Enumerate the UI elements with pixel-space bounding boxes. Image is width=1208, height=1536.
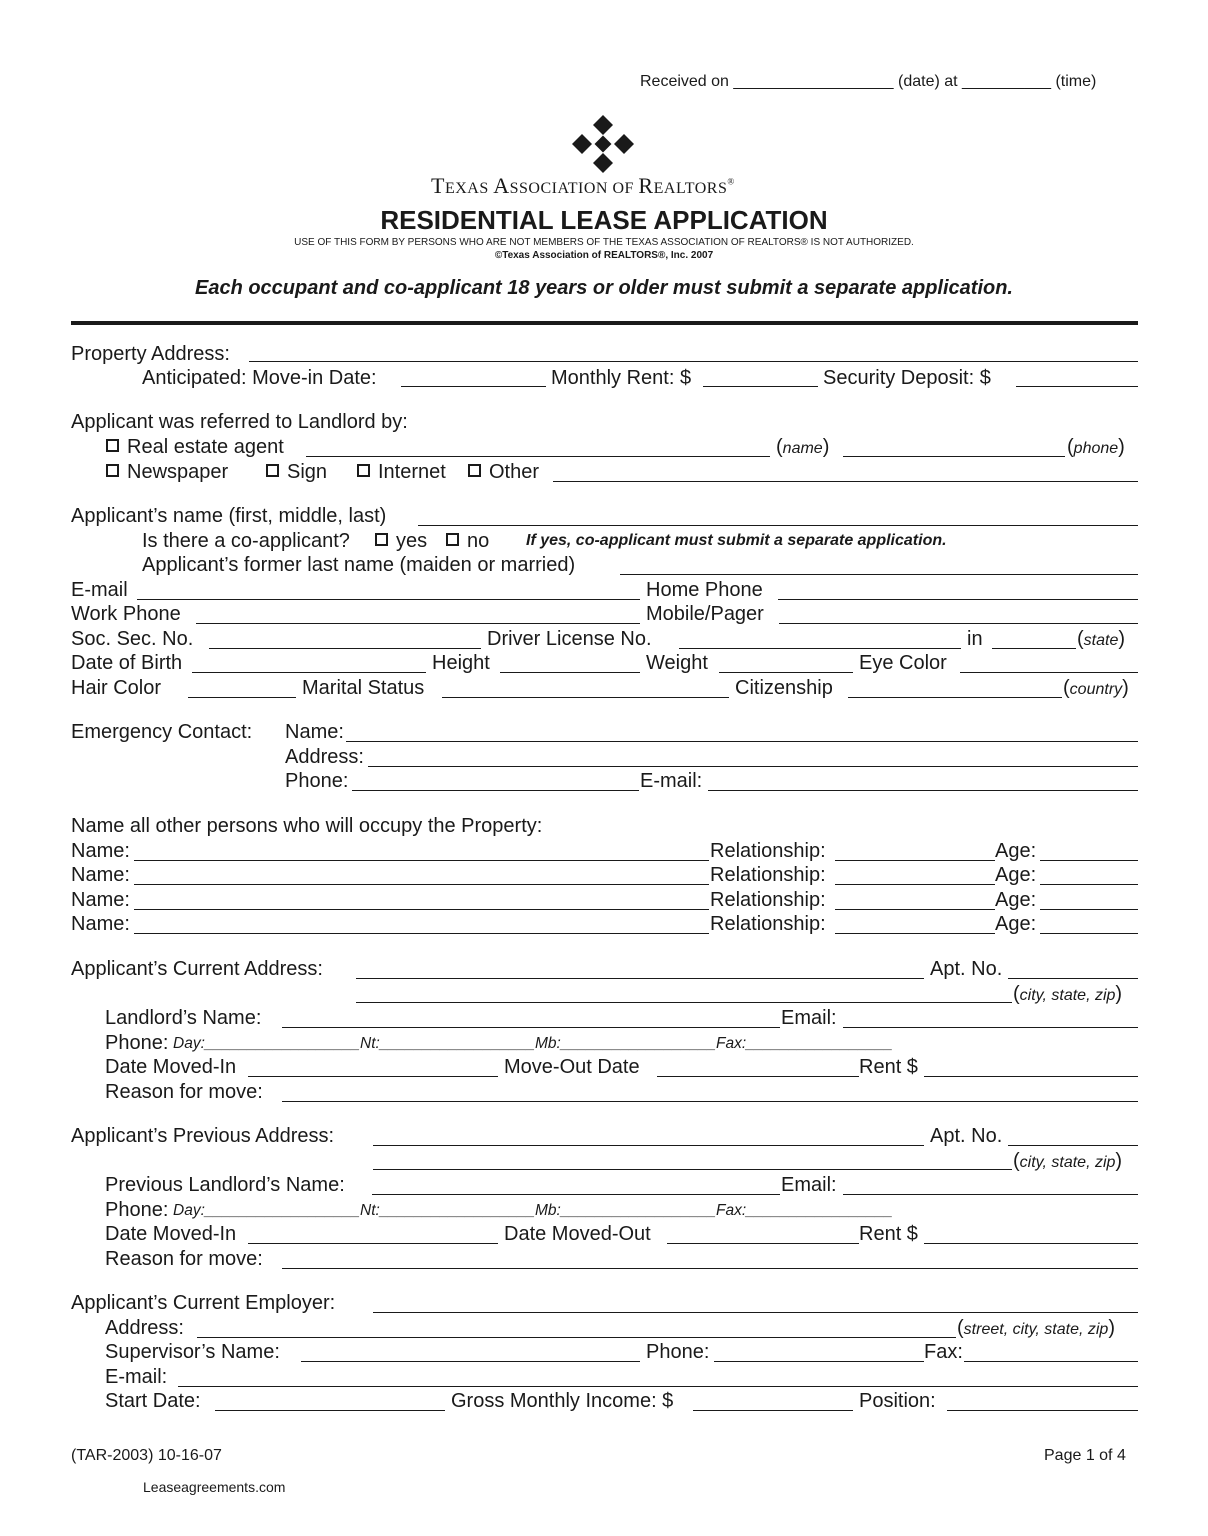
ssn-field[interactable] <box>209 648 481 649</box>
occupant-name-field[interactable] <box>134 933 709 934</box>
previous-landlord-email-field[interactable] <box>843 1194 1138 1195</box>
occupant-age-field[interactable] <box>1040 909 1138 910</box>
monthly-rent-field[interactable] <box>703 386 818 387</box>
supervisor-field[interactable] <box>301 1361 640 1362</box>
coapplicant-no-option[interactable]: no <box>446 529 489 553</box>
occupant-age-label: Age: <box>995 913 1037 935</box>
form-id: (TAR-2003) 10-16-07 <box>71 1447 222 1464</box>
landlord-name-field[interactable] <box>282 1027 780 1028</box>
security-deposit-field[interactable] <box>1016 386 1138 387</box>
start-date-label: Start Date: <box>105 1390 201 1412</box>
employer-label: Applicant’s Current Employer: <box>71 1292 336 1314</box>
emergency-name-field[interactable] <box>346 741 1138 742</box>
dob-label: Date of Birth <box>71 652 183 674</box>
eye-color-label: Eye Color <box>859 652 947 674</box>
sign-option[interactable]: Sign <box>266 460 327 484</box>
previous-address-field[interactable] <box>373 1145 924 1146</box>
previous-csz-field[interactable] <box>373 1169 1012 1170</box>
previous-rent-label: Rent $ <box>859 1223 918 1245</box>
checkbox-icon[interactable] <box>106 464 119 477</box>
hair-color-field[interactable] <box>188 697 296 698</box>
previous-address-label: Applicant’s Previous Address: <box>71 1125 335 1147</box>
emergency-phone-label: Phone: <box>285 770 349 792</box>
marital-status-label: Marital Status <box>302 677 425 699</box>
reason-label: Reason for move: <box>105 1081 263 1103</box>
employer-phone-label: Phone: <box>646 1341 710 1363</box>
current-address-field[interactable] <box>356 978 924 979</box>
occupant-name-label: Name: <box>71 913 130 935</box>
position-label: Position: <box>859 1390 936 1412</box>
email-label: E-mail <box>71 579 128 601</box>
name-hint: (name) <box>776 436 830 458</box>
position-field[interactable] <box>947 1410 1138 1411</box>
copyright: ©Texas Association of REALTORS®, Inc. 2007 <box>494 250 714 261</box>
emergency-phone-field[interactable] <box>352 790 639 791</box>
landlord-name-label: Landlord’s Name: <box>105 1007 262 1029</box>
income-label: Gross Monthly Income: $ <box>451 1390 674 1412</box>
other-field[interactable] <box>553 481 1138 482</box>
income-field[interactable] <box>693 1410 853 1411</box>
occupant-relationship-label: Relationship: <box>710 840 826 862</box>
occupant-age-label: Age: <box>995 840 1037 862</box>
previous-landlord-email-label: Email: <box>781 1174 837 1196</box>
internet-option[interactable]: Internet <box>357 460 446 484</box>
previous-csz-hint: (city, state, zip) <box>1013 1150 1123 1172</box>
current-apt-field[interactable] <box>1008 978 1138 979</box>
landlord-email-label: Email: <box>781 1007 837 1029</box>
previous-apt-label: Apt. No. <box>930 1125 1003 1147</box>
occupant-age-label: Age: <box>995 864 1037 886</box>
marital-status-field[interactable] <box>442 697 729 698</box>
form-title: RESIDENTIAL LEASE APPLICATION <box>380 205 828 235</box>
real-estate-agent-option[interactable]: Real estate agent <box>106 435 284 459</box>
citizenship-field[interactable] <box>848 697 1062 698</box>
employer-phone-field[interactable] <box>714 1361 924 1362</box>
occupant-name-field[interactable] <box>134 909 709 910</box>
employer-address-label: Address: <box>105 1317 184 1339</box>
former-name-label: Applicant’s former last name (maiden or married) <box>142 554 576 576</box>
previous-reason-label: Reason for move: <box>105 1248 263 1270</box>
employer-email-field[interactable] <box>178 1386 1138 1387</box>
rent-label: Rent $ <box>859 1056 918 1078</box>
notice: USE OF THIS FORM BY PERSONS WHO ARE NOT MEMBERS OF THE TEXAS ASSOCIATION OF REALTORS® IS NOT AUTHORIZED. <box>294 237 914 248</box>
applicant-name-label: Applicant’s name (first, middle, last) <box>71 505 387 527</box>
checkbox-icon[interactable] <box>468 464 481 477</box>
employer-fax-field[interactable] <box>964 1361 1138 1362</box>
property-address-field[interactable] <box>249 361 1138 362</box>
occupant-name-label: Name: <box>71 840 130 862</box>
phone-hint: (phone) <box>1067 436 1125 458</box>
landlord-email-field[interactable] <box>843 1027 1138 1028</box>
checkbox-icon[interactable] <box>357 464 370 477</box>
occupant-age-field[interactable] <box>1040 933 1138 934</box>
occupant-relationship-field[interactable] <box>835 860 995 861</box>
driver-license-field[interactable] <box>679 648 961 649</box>
emergency-label: Emergency Contact: <box>71 721 253 743</box>
previous-phone-lines[interactable]: Day:__________________Nt:__________________Mb:__________________Fax:_________________ <box>173 1202 893 1219</box>
previous-rent-field[interactable] <box>924 1243 1138 1244</box>
coapplicant-note: If yes, co-applicant must submit a separate application. <box>526 532 947 549</box>
occupant-name-field[interactable] <box>134 860 709 861</box>
height-label: Height <box>432 652 490 674</box>
header-divider <box>71 321 1138 325</box>
citizenship-label: Citizenship <box>735 677 833 699</box>
dob-field[interactable] <box>192 672 426 673</box>
supervisor-label: Supervisor’s Name: <box>105 1341 280 1363</box>
employer-address-hint: (street, city, state, zip) <box>957 1317 1115 1339</box>
mobile-field[interactable] <box>779 623 1138 624</box>
security-deposit-label: Security Deposit: $ <box>823 367 991 389</box>
rent-field[interactable] <box>924 1076 1138 1077</box>
occupant-age-field[interactable] <box>1040 884 1138 885</box>
license-in-label: in <box>967 628 983 650</box>
previous-landlord-label: Previous Landlord’s Name: <box>105 1174 345 1196</box>
occupant-age-field[interactable] <box>1040 860 1138 861</box>
current-csz-field[interactable] <box>356 1002 1012 1003</box>
agent-phone-field[interactable] <box>843 456 1065 457</box>
site-watermark: Leaseagreements.com <box>143 1479 286 1495</box>
current-apt-label: Apt. No. <box>930 958 1003 980</box>
occupant-name-label: Name: <box>71 864 130 886</box>
reason-field[interactable] <box>282 1101 1138 1102</box>
emergency-address-label: Address: <box>285 746 364 768</box>
height-field[interactable] <box>500 672 640 673</box>
referral-label: Applicant was referred to Landlord by: <box>71 411 408 433</box>
previous-moved-in-field[interactable] <box>248 1243 498 1244</box>
coapplicant-label: Is there a co-applicant? <box>142 530 350 552</box>
license-state-field[interactable] <box>992 648 1076 649</box>
checkbox-icon[interactable] <box>375 533 388 546</box>
emergency-name-label: Name: <box>285 721 344 743</box>
other-option[interactable]: Other <box>468 460 539 484</box>
emergency-address-field[interactable] <box>368 766 1138 767</box>
occupant-relationship-label: Relationship: <box>710 913 826 935</box>
work-phone-label: Work Phone <box>71 603 181 625</box>
previous-moved-out-label: Date Moved-Out <box>504 1223 651 1245</box>
mobile-label: Mobile/Pager <box>646 603 764 625</box>
move-out-field[interactable] <box>657 1076 859 1077</box>
state-hint: (state) <box>1077 628 1126 650</box>
coapplicant-yes-option[interactable]: yes <box>375 529 427 553</box>
weight-label: Weight <box>646 652 708 674</box>
occupant-relationship-label: Relationship: <box>710 864 826 886</box>
realtors-logo-icon <box>570 114 636 174</box>
occupant-relationship-field[interactable] <box>835 909 995 910</box>
monthly-rent-label: Monthly Rent: $ <box>551 367 692 389</box>
occupant-relationship-field[interactable] <box>835 933 995 934</box>
previous-phone-label: Phone: <box>105 1199 169 1221</box>
employer-fax-label: Fax: <box>924 1341 963 1363</box>
moved-in-label: Date Moved-In <box>105 1056 237 1078</box>
employer-email-label: E-mail: <box>105 1366 168 1388</box>
weight-field[interactable] <box>719 672 853 673</box>
work-phone-field[interactable] <box>196 623 640 624</box>
move-out-label: Move-Out Date <box>504 1056 640 1078</box>
previous-apt-field[interactable] <box>1008 1145 1138 1146</box>
current-address-label: Applicant’s Current Address: <box>71 958 323 980</box>
received-line: Received on __________________ (date) at __________ (time) <box>640 73 1097 90</box>
landlord-phone-label: Phone: <box>105 1032 169 1054</box>
checkbox-icon[interactable] <box>106 439 119 452</box>
occupant-age-label: Age: <box>995 889 1037 911</box>
occupant-relationship-label: Relationship: <box>710 889 826 911</box>
home-phone-label: Home Phone <box>646 579 763 601</box>
eye-color-field[interactable] <box>960 672 1138 673</box>
start-date-field[interactable] <box>215 1410 445 1411</box>
email-field[interactable] <box>137 599 640 600</box>
country-hint: (country) <box>1063 677 1129 699</box>
move-in-label: Anticipated: Move-in Date: <box>142 367 377 389</box>
property-address-label: Property Address: <box>71 343 230 365</box>
previous-reason-field[interactable] <box>282 1268 1138 1269</box>
previous-moved-out-field[interactable] <box>667 1243 859 1244</box>
landlord-phone-lines[interactable]: Day:__________________Nt:__________________Mb:__________________Fax:_________________ <box>173 1035 893 1052</box>
org-name: TEXAS ASSOCIATION OF REALTORS® <box>431 173 735 198</box>
emergency-email-label: E-mail: <box>640 770 703 792</box>
former-name-field[interactable] <box>620 574 1138 575</box>
applicant-name-field[interactable] <box>418 525 1138 526</box>
occupant-relationship-field[interactable] <box>835 884 995 885</box>
occupant-name-label: Name: <box>71 889 130 911</box>
current-csz-hint: (city, state, zip) <box>1013 983 1123 1005</box>
checkbox-icon[interactable] <box>266 464 279 477</box>
previous-landlord-field[interactable] <box>372 1194 780 1195</box>
home-phone-field[interactable] <box>778 599 1138 600</box>
ssn-label: Soc. Sec. No. <box>71 628 194 650</box>
employer-address-field[interactable] <box>197 1337 956 1338</box>
instruction: Each occupant and co-applicant 18 years or older must submit a separate application. <box>194 277 1013 299</box>
checkbox-icon[interactable] <box>446 533 459 546</box>
employer-field[interactable] <box>373 1312 1138 1313</box>
move-in-field[interactable] <box>401 386 546 387</box>
newspaper-option[interactable]: Newspaper <box>106 460 228 484</box>
occupant-name-field[interactable] <box>134 884 709 885</box>
occupants-label: Name all other persons who will occupy the Property: <box>71 815 543 837</box>
moved-in-field[interactable] <box>248 1076 498 1077</box>
hair-color-label: Hair Color <box>71 677 162 699</box>
emergency-email-field[interactable] <box>708 790 1138 791</box>
previous-moved-in-label: Date Moved-In <box>105 1223 237 1245</box>
page-number: Page 1 of 4 <box>1044 1447 1126 1464</box>
agent-name-field[interactable] <box>306 456 770 457</box>
driver-license-label: Driver License No. <box>487 628 652 650</box>
